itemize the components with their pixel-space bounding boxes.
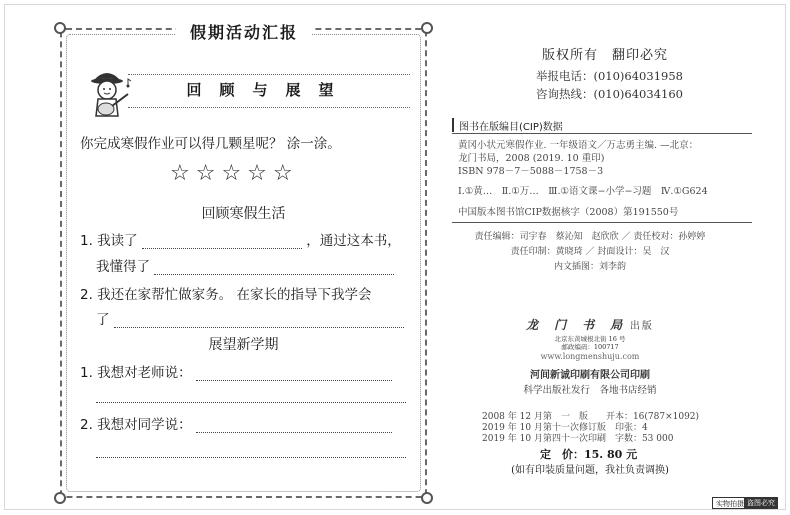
- review-item-1-prefix: 1. 我读了: [80, 233, 138, 249]
- corner-ring-icon: [54, 492, 66, 504]
- publisher-address: 北京东黄城根北街 16 号: [554, 335, 626, 343]
- cip-heading: 图书在版编目(CIP)数据: [452, 118, 732, 132]
- cip-line: 中国版本图书馆CIP数据核字（2008）第191550号: [458, 207, 679, 218]
- publisher-suffix: 出版: [629, 321, 654, 332]
- star-question: 你完成寒假作业可以得几颗星呢？ 涂一涂。: [80, 136, 341, 152]
- star-rating-row[interactable]: ☆☆☆☆☆: [170, 161, 299, 186]
- review-item-1-line2: [96, 255, 394, 275]
- credit-line: 责任印制：黄晓琦 ／ 封面设计：吴 汉: [510, 247, 670, 257]
- watermark-stamp: 实物拍摄: [712, 497, 748, 509]
- publisher-line: [440, 316, 740, 333]
- plan-item-1: [80, 361, 392, 381]
- credit-line: 内文插图：刘李韵: [553, 262, 626, 272]
- teacher-message-line-2[interactable]: [96, 402, 406, 403]
- corner-ring-icon: [421, 492, 433, 504]
- classmate-message-line-2[interactable]: [96, 457, 406, 458]
- cip-line: ISBN 978－7－5088－1758－3: [458, 166, 604, 177]
- edition-line: 2008 年 12 月第 一 版 开本：16(787×1092): [482, 412, 700, 422]
- plan-item-2: [80, 413, 392, 433]
- corner-ring-icon: [54, 22, 66, 34]
- quality-notice: (如有印装质量问题，我社负责调换): [511, 465, 669, 476]
- section-heading-review: 回顾寒假生活: [201, 206, 286, 222]
- cip-line: Ⅰ.①黄… Ⅱ.①万… Ⅲ.①语文课−小学−习题 Ⅳ.①G624: [458, 186, 708, 197]
- classmate-message-blank[interactable]: [196, 418, 392, 433]
- report-phone: 举报电话：(010)64031958: [536, 69, 683, 83]
- copyright-notice: 版权所有 翻印必究: [541, 48, 668, 63]
- review-item-1: [80, 229, 401, 249]
- price: 定 价：15. 80 元: [540, 448, 638, 461]
- page-title: 假期活动汇报: [176, 20, 312, 46]
- review-item-1-suffix: ，通过这本书，: [306, 233, 401, 249]
- review-item-2-line2-label: 了: [96, 312, 110, 328]
- learned-blank[interactable]: [154, 260, 394, 275]
- publisher-website: www.longmenshuju.com: [540, 352, 640, 361]
- teacher-message-blank[interactable]: [196, 366, 392, 381]
- edition-line: 2019 年 10 月第十一次修订版 印张：4: [482, 423, 648, 433]
- postcode: 邮政编码：100717: [561, 343, 619, 351]
- publisher-name: 龙 门 书 局: [526, 318, 625, 332]
- skill-learned-blank[interactable]: [114, 313, 404, 328]
- cip-bottom-rule: [452, 222, 752, 223]
- review-banner: [128, 74, 410, 108]
- plan-item-2-label: 2. 我想对同学说：: [80, 417, 192, 433]
- cip-line: 黄冈小状元寒假作业. 一年级语文／万志勇主编. —北京：: [458, 140, 699, 151]
- distributor: 科学出版社发行 各地书店经销: [523, 385, 657, 396]
- corner-ring-icon: [421, 22, 433, 34]
- cip-line: 龙门书局，2008 (2019. 10 重印): [458, 153, 605, 164]
- watermark-stamp: 盗图必究: [744, 497, 778, 509]
- hotline: 咨询热线：(010)64034160: [536, 87, 683, 101]
- banner-title: 回顾与展望: [186, 81, 352, 99]
- review-item-2-line2: [96, 308, 404, 328]
- printer: 河间新诚印刷有限公司印刷: [530, 370, 650, 381]
- book-title-blank[interactable]: [142, 234, 302, 249]
- plan-item-1-label: 1. 我想对老师说：: [80, 365, 192, 381]
- review-item-1-line2-label: 我懂得了: [96, 259, 150, 275]
- section-heading-plan: 展望新学期: [208, 337, 279, 353]
- banner-top-rule: [128, 74, 410, 75]
- child-guitar-icon: [82, 64, 132, 122]
- review-item-2: 2. 我还在家帮忙做家务。 在家长的指导下我学会: [80, 287, 372, 303]
- credit-line: 责任编辑：司宇春 蔡沁知 赵欣欣 ／ 责任校对：孙婷婷: [474, 232, 706, 242]
- banner-bottom-rule: [128, 107, 410, 108]
- cip-top-rule: [452, 133, 752, 134]
- edition-line: 2019 年 10 月第四十一次印刷 字数：53 000: [482, 434, 674, 444]
